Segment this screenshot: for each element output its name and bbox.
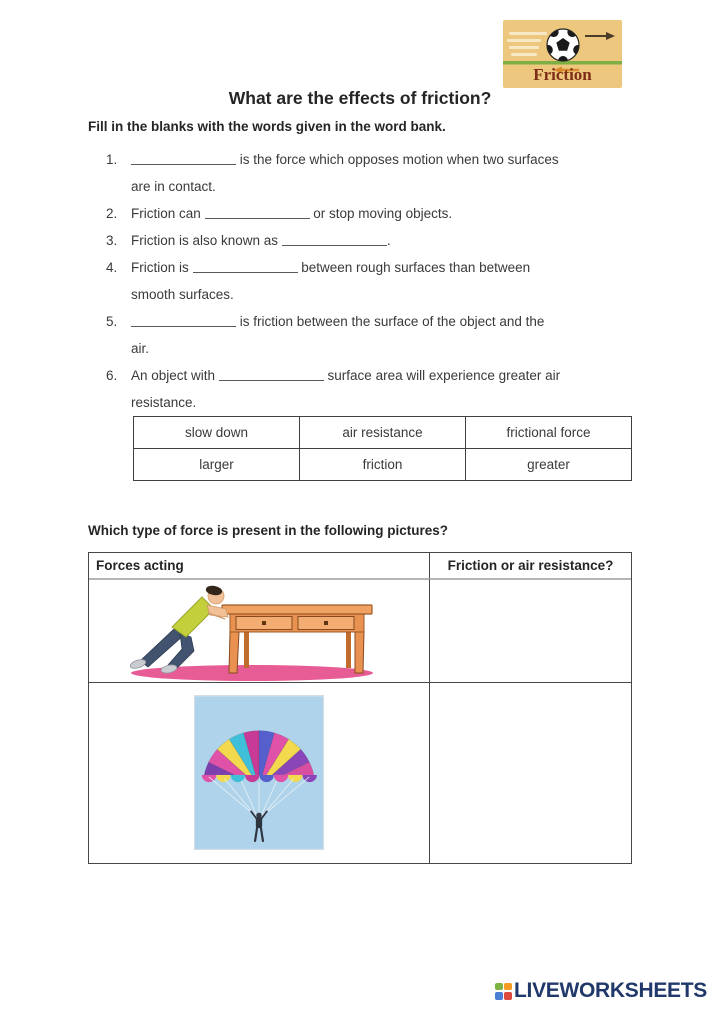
instructions: Fill in the blanks with the words given in the word bank. [88, 119, 446, 134]
table-row-picture-cell [89, 578, 430, 682]
column-header-label: Friction or air resistance? [447, 558, 614, 573]
question-number: 2. [106, 206, 118, 221]
answer-blank[interactable] [205, 206, 310, 219]
logo-label: Friction [533, 65, 592, 84]
word-bank-item: friction [300, 449, 466, 481]
word-bank-item: frictional force [466, 417, 632, 449]
question-text-post: or stop moving objects. [309, 206, 453, 221]
liveworksheets-brand[interactable] [495, 979, 707, 1003]
question-text [131, 362, 648, 389]
page-title: What are the effects of friction? [228, 88, 492, 108]
question-item [106, 227, 648, 254]
question-number: 5. [106, 314, 118, 329]
section2-heading: Which type of force is present in the following pictures? [88, 523, 449, 538]
question-text-post: is friction between the surface of the object and the [236, 314, 545, 329]
question-text [131, 200, 648, 227]
question-text-continued: air. [131, 341, 150, 356]
word-bank-item: greater [466, 449, 632, 481]
question-text-continued: resistance. [131, 395, 197, 410]
word-bank-item: air resistance [300, 417, 466, 449]
answer-blank[interactable] [131, 152, 236, 165]
question-number: 4. [106, 260, 118, 275]
liveworksheets-icon [495, 983, 512, 1000]
forces-table [88, 552, 632, 864]
answer-blank[interactable] [219, 368, 324, 381]
question-text-post: between rough surfaces than between [297, 260, 531, 275]
brand-name: LIVEWORKSHEETS [514, 979, 707, 1002]
question-text [131, 308, 648, 335]
column-header-label: Forces acting [96, 558, 184, 573]
answer-blank[interactable] [193, 260, 298, 273]
question-text-continued: smooth surfaces. [131, 287, 234, 302]
question-number: 6. [106, 368, 118, 383]
question-number: 1. [106, 152, 118, 167]
question-number: 3. [106, 233, 118, 248]
answer-cell-row2[interactable] [430, 682, 631, 863]
question-text-pre: An object with [131, 368, 219, 383]
column-header-forces-acting [89, 553, 430, 578]
question-item [106, 200, 648, 227]
question-item [106, 254, 648, 308]
column-header-friction-or-air [430, 553, 631, 578]
answer-blank[interactable] [282, 233, 387, 246]
word-bank-item: larger [134, 449, 300, 481]
question-text-pre: Friction is [131, 260, 193, 275]
question-text-post: . [386, 233, 391, 248]
question-text [131, 146, 648, 173]
question-text [131, 227, 648, 254]
question-text [131, 254, 648, 281]
question-text-pre: Friction can [131, 206, 205, 221]
question-item [106, 146, 648, 200]
question-text-continued: are in contact. [131, 179, 216, 194]
questions-list [106, 146, 648, 416]
parachute-photo [194, 695, 324, 850]
answer-cell-row1[interactable] [430, 578, 631, 682]
question-item [106, 308, 648, 362]
question-item [106, 362, 648, 416]
question-text-post: surface area will experience greater air [323, 368, 561, 383]
man-pushing-table-illustration [124, 585, 394, 683]
word-bank-table [133, 416, 632, 481]
word-bank-item: slow down [134, 417, 300, 449]
friction-logo [503, 20, 622, 88]
question-text-pre: Friction is also known as [131, 233, 282, 248]
answer-blank[interactable] [131, 314, 236, 327]
table-row-picture-cell [89, 682, 430, 863]
question-text-post: is the force which opposes motion when two surfaces [236, 152, 559, 167]
